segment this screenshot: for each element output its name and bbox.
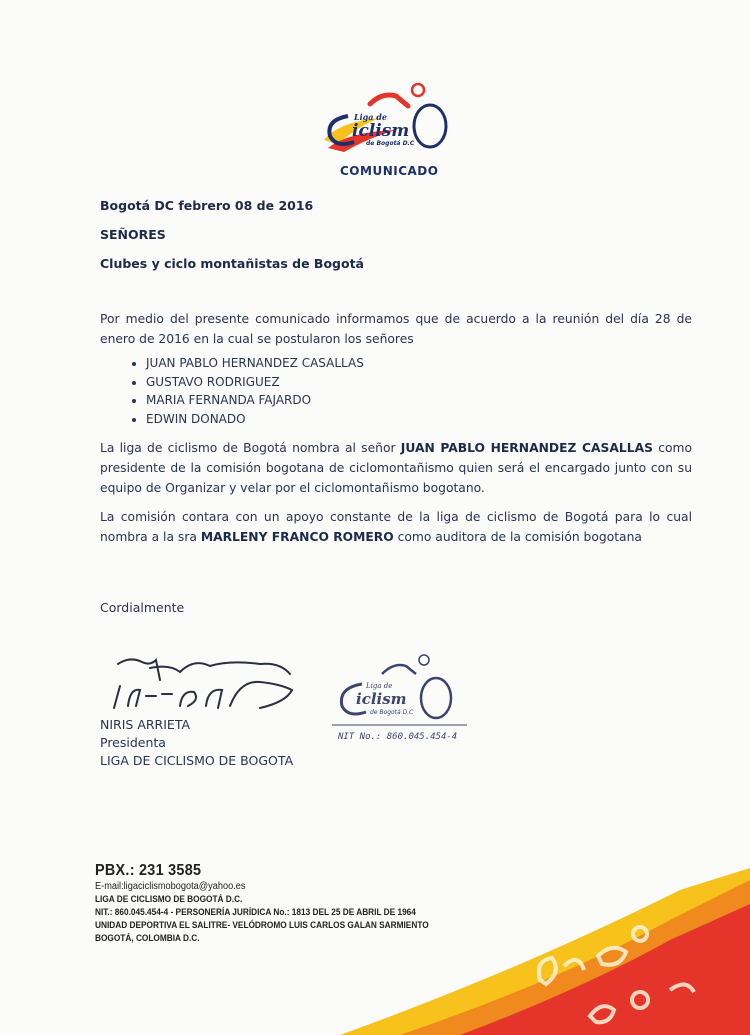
footer-organization: LIGA DE CICLISMO DE BOGOTÁ D.C. — [95, 894, 243, 904]
letter-salutation: SEÑORES — [100, 227, 166, 242]
phone-number: PBX.: 231 3585 — [95, 862, 202, 879]
letter-recipients: Clubes y ciclo montañistas de Bogotá — [100, 256, 364, 271]
letter-date: Bogotá DC febrero 08 de 2016 — [100, 198, 314, 213]
list-item: • EDWIN DONADO — [146, 410, 364, 429]
liga-ciclismo-logo — [318, 82, 454, 158]
intro-paragraph: Por medio del presente comunicado informamos que de acuerdo a la reunión del día 28 de enero de 2016 en la cual se postularon los señores — [100, 312, 692, 346]
document-title: COMUNICADO — [340, 164, 439, 178]
president-name: JUAN PABLO HERNANDEZ CASALLAS — [400, 441, 653, 455]
handwritten-signature — [110, 650, 305, 720]
signatory-name: NIRIS ARRIETA — [100, 717, 191, 732]
svg-text:de Bogotá D.C: de Bogotá D.C — [366, 140, 415, 147]
logo-rider-head — [412, 84, 424, 96]
signatory-role: Presidenta — [100, 735, 166, 750]
signatory-block — [100, 716, 293, 770]
list-item: • GUSTAVO RODRIGUEZ — [146, 373, 364, 392]
closing-text: Cordialmente — [100, 600, 185, 615]
svg-text:Liga de: Liga de — [366, 682, 393, 690]
svg-text:de Bogotá D.C: de Bogotá D.C — [370, 709, 414, 716]
svg-text:iclism: iclism — [352, 121, 410, 141]
stamp-nit: NIT No.: 860.045.454-4 — [338, 732, 458, 742]
footer-city: BOGOTÁ, COLOMBIA D.C. — [95, 933, 200, 943]
footer-email: E-mail:ligaciclismobogota@yahoo.es — [95, 881, 246, 892]
list-item: • JUAN PABLO HERNANDEZ CASALLAS — [146, 354, 364, 373]
signatory-organization: LIGA DE CICLISMO DE BOGOTA — [100, 753, 294, 768]
auditor-name: MARLENY FRANCO ROMERO — [200, 530, 394, 544]
logo-wheel — [414, 105, 446, 147]
candidates-list — [100, 354, 364, 428]
appointment-paragraph: La liga de ciclismo de Bogotá nombra al señor JUAN PABLO HERNANDEZ CASALLAS como presidente de la comisión bogotana de ciclomontañismo quien será el encargado junto con su equipo de Organizar y velar por el ciclomontañismo bogotano. — [100, 441, 693, 495]
official-stamp — [332, 654, 467, 746]
footer-address: UNIDAD DEPORTIVA EL SALITRE- VELÓDROMO LUIS CARLOS GALAN SARMIENTO — [95, 920, 429, 930]
logo-rider — [370, 95, 408, 106]
auditor-paragraph: La comisión contara con un apoyo constante de la liga de ciclismo de Bogotá para lo cual nombra a la sra MARLENY FRANCO ROMERO como auditora de la comisión bogotana — [100, 510, 692, 544]
list-item: • MARIA FERNANDA FAJARDO — [146, 391, 364, 410]
footer-nit: NIT.: 860.045.454-4 - PERSONERÍA JURÍDICA No.: 1813 DEL 25 DE ABRIL DE 1964 — [95, 907, 416, 917]
svg-text:iclism: iclism — [356, 690, 407, 708]
svg-text:Liga de: Liga de — [354, 112, 387, 122]
letterhead-footer — [95, 862, 458, 945]
